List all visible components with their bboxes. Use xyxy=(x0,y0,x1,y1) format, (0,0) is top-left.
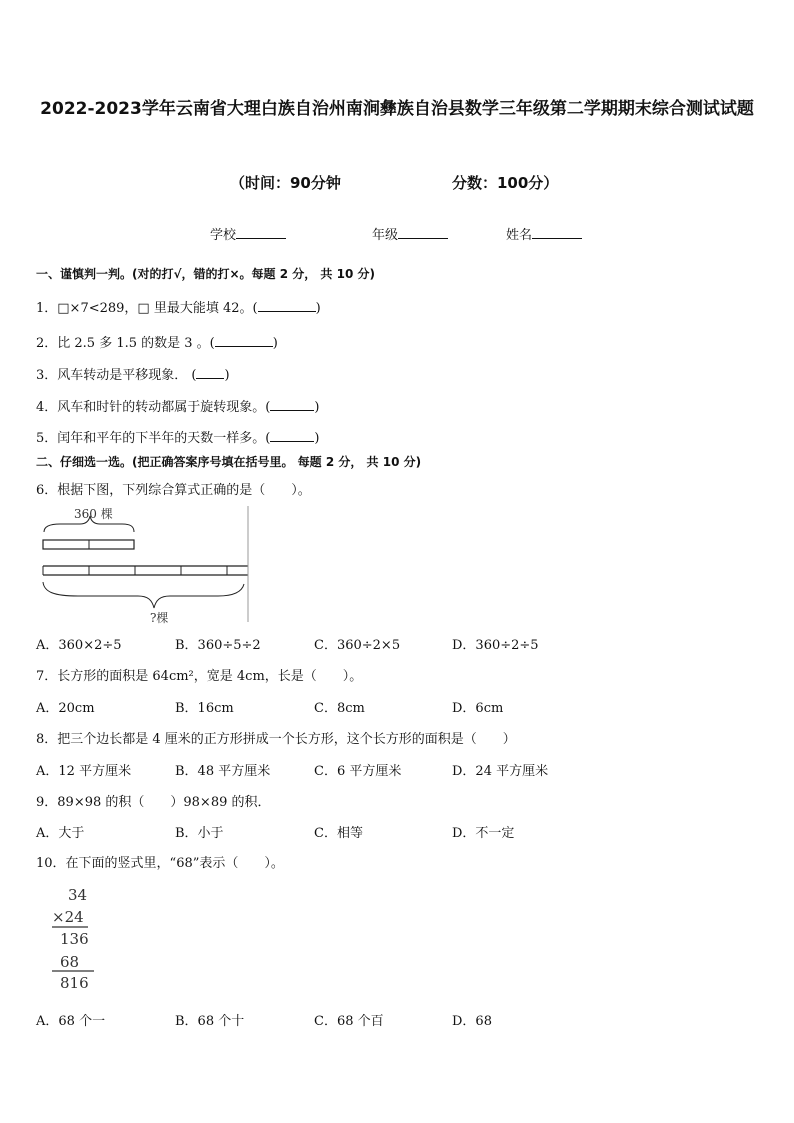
question-3: 3．风车转动是平移现象． ( ) xyxy=(36,368,230,383)
diagram-bg xyxy=(38,502,254,626)
q8-option-b[interactable]: B．48 平方厘米 xyxy=(175,764,271,779)
question-6: 6．根据下图，下列综合算式正确的是（ ）。 xyxy=(36,483,311,498)
question-1: 1．□×7<289，□ 里最大能填 42。( ) xyxy=(36,301,321,316)
school-label: 学校 xyxy=(210,228,237,243)
question-5: 5．闰年和平年的下半年的天数一样多。( ) xyxy=(36,431,320,446)
q6-option-d[interactable]: D．360÷2÷5 xyxy=(452,638,539,653)
q10-option-c[interactable]: C．68 个百 xyxy=(314,1014,384,1029)
q7-option-b[interactable]: B．16cm xyxy=(175,701,234,716)
answer-blank-1[interactable] xyxy=(258,299,316,312)
q7-option-d[interactable]: D．6cm xyxy=(452,701,504,716)
answer-blank-3[interactable] xyxy=(196,366,224,379)
question-2: 2．比 2.5 多 1.5 的数是 3 。( ) xyxy=(36,336,278,351)
name-label: 姓名 xyxy=(506,228,533,243)
grade-blank[interactable] xyxy=(398,225,448,239)
q10-option-a[interactable]: A．68 个一 xyxy=(36,1014,106,1029)
school-blank[interactable] xyxy=(236,225,286,239)
q10-vertical-calculation xyxy=(48,882,110,994)
section1-heading: 一、谨慎判一判。(对的打√，错的打×。每题 2 分， 共 10 分) xyxy=(36,267,375,281)
calc-partial-1: 136 xyxy=(60,930,89,948)
question-8: 8．把三个边长都是 4 厘米的正方形拼成一个长方形，这个长方形的面积是（ ） xyxy=(36,732,516,747)
diagram-bottom-label: ?棵 xyxy=(150,611,169,625)
answer-blank-4[interactable] xyxy=(270,398,314,411)
calc-partial-2: 68 xyxy=(60,953,80,971)
calc-multiplicand: 34 xyxy=(68,886,88,904)
diagram-top-label: 360 棵 xyxy=(74,507,113,521)
exam-score: 分数：100分） xyxy=(452,174,559,192)
q7-option-a[interactable]: A．20cm xyxy=(36,701,95,716)
question-9: 9．89×98 的积（ ）98×89 的积． xyxy=(36,795,271,810)
q10-option-d[interactable]: D．68 xyxy=(452,1014,492,1029)
q8-option-a[interactable]: A．12 平方厘米 xyxy=(36,764,132,779)
q7-option-c[interactable]: C．8cm xyxy=(314,701,365,716)
q8-option-c[interactable]: C．6 平方厘米 xyxy=(314,764,402,779)
q10-option-b[interactable]: B．68 个十 xyxy=(175,1014,245,1029)
section2-heading: 二、仔细选一选。(把正确答案序号填在括号里。 每题 2 分， 共 10 分) xyxy=(36,455,422,469)
exam-title: 2022-2023学年云南省大理白族自治州南涧彝族自治县数学三年级第二学期期末综合测试试题 xyxy=(40,99,754,119)
q6-option-c[interactable]: C．360÷2×5 xyxy=(314,638,401,653)
grade-label: 年级 xyxy=(372,228,399,243)
name-field xyxy=(506,224,582,243)
calc-product: 816 xyxy=(60,974,89,992)
answer-blank-5[interactable] xyxy=(270,429,314,442)
grade-field xyxy=(372,224,448,243)
q6-option-b[interactable]: B．360÷5÷2 xyxy=(175,638,261,653)
exam-time: （时间：90分钟 xyxy=(230,174,341,192)
school-field xyxy=(210,224,286,243)
answer-blank-2[interactable] xyxy=(215,334,273,347)
q8-option-d[interactable]: D．24 平方厘米 xyxy=(452,764,549,779)
q9-option-b[interactable]: B．小于 xyxy=(175,826,224,841)
question-7: 7．长方形的面积是 64cm²，宽是 4cm，长是（ ）。 xyxy=(36,669,363,684)
q9-option-c[interactable]: C．相等 xyxy=(314,826,363,841)
q6-option-a[interactable]: A．360×2÷5 xyxy=(36,638,122,653)
name-blank[interactable] xyxy=(532,225,582,239)
calc-multiplier: ×24 xyxy=(52,908,84,926)
q9-option-d[interactable]: D．不一定 xyxy=(452,826,515,841)
q6-diagram xyxy=(38,502,254,626)
q9-option-a[interactable]: A．大于 xyxy=(36,826,85,841)
question-10: 10．在下面的竖式里，“68”表示（ ）。 xyxy=(36,856,284,871)
question-4: 4．风车和时针的转动都属于旋转现象。( ) xyxy=(36,400,320,415)
